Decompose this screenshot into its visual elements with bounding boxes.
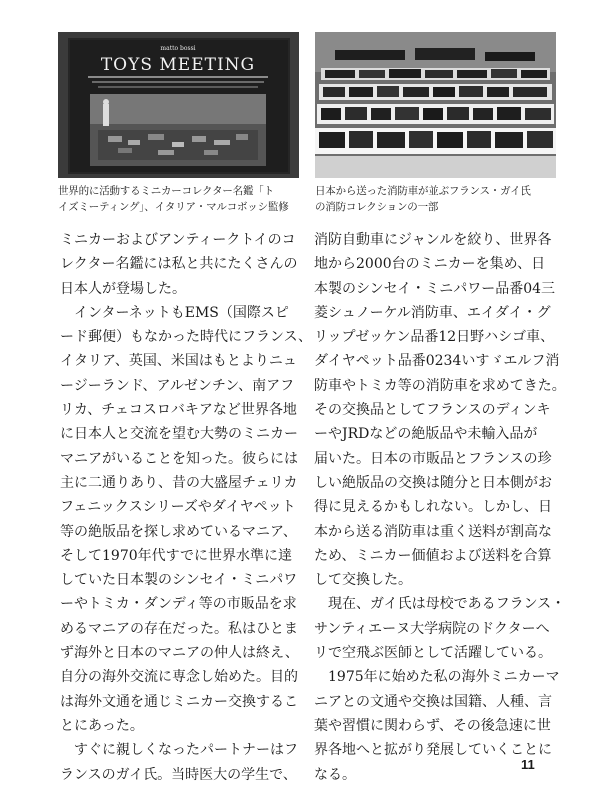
body-line: 等の絶版品を探し求めているマニア、 <box>60 523 297 540</box>
body-line: ージーランド、アルゼンチン、南アフ <box>60 377 295 394</box>
catalog-publisher: matto bossi <box>160 45 196 52</box>
fire-truck-collection-photo <box>315 32 556 178</box>
body-line: ード郵便）もなかった時代にフランス、 <box>60 329 312 346</box>
body-column-left <box>60 228 312 787</box>
caption-line: 世界的に活動するミニカーコレクター名鑑「ト <box>58 185 274 197</box>
fire-truck-collection-image <box>315 32 556 178</box>
body-line: とにあった。 <box>60 717 144 734</box>
body-line: リップゼッケン品番12日野ハシゴ車、 <box>314 329 555 346</box>
body-line: 界各地へと拡がり発展していくことに <box>314 742 552 759</box>
toys-meeting-catalog-image <box>58 32 299 178</box>
body-line: ミニカーおよびアンティークトイのコ <box>60 232 296 248</box>
catalog-photo-caption <box>58 183 308 215</box>
body-line: 日本人が登場した。 <box>60 280 186 297</box>
body-line: 地から2000台のミニカーを集め、日 <box>314 256 546 273</box>
body-line: 菱シュノーケル消防車、エイダイ・グ <box>314 304 551 321</box>
body-line: マニアがいることを知った。彼らには <box>60 450 298 467</box>
body-line: 1975年に始めた私の海外ミニカーマ <box>314 669 560 686</box>
body-line: ニアとの文通や交換は国籍、人種、言 <box>314 693 552 710</box>
body-line: すぐに親しくなったパートナーはフ <box>60 742 298 759</box>
body-line: ため、ミニカー価値および送料を合算 <box>314 547 552 564</box>
body-line: は海外文通を通じミニカー交換するこ <box>60 693 298 710</box>
body-line: その交換品としてフランスのディンキ <box>314 402 551 419</box>
body-line: めるマニアの存在だった。私はひとま <box>60 620 298 637</box>
body-line: して交換した。 <box>314 572 412 589</box>
body-line: 防車やトミカ等の消防車を求めてきた。 <box>314 377 566 394</box>
body-line: ランスのガイ氏。当時医大の学生で、 <box>60 766 297 783</box>
body-line: 本製のシンセイ・ミニパワー品番04三 <box>314 280 556 297</box>
body-line: 自分の海外交流に専念し始めた。目的 <box>60 669 298 686</box>
body-line: インターネットもEMS（国際スピ <box>60 304 289 321</box>
body-line: リで空飛ぶ医師として活躍している。 <box>314 645 552 662</box>
caption-line: イズミーティング」、イタリア・マルコボッシ監修 <box>58 201 289 213</box>
body-line: なる。 <box>314 766 356 783</box>
body-line: レクター名鑑には私と共にたくさんの <box>60 256 298 273</box>
body-line: 届いた。日本の市販品とフランスの珍 <box>314 450 552 467</box>
body-line: 消防自動車にジャンルを絞り、世界各 <box>314 232 552 248</box>
body-line: 現在、ガイ氏は母校であるフランス・ <box>314 596 566 613</box>
body-line: ーやトミカ・ダンディ等の市販品を求 <box>60 596 297 613</box>
body-line: に日本人と交流を望む大勢のミニカー <box>60 426 298 443</box>
catalog-title: TOYS MEETING <box>100 55 256 75</box>
body-line: していた日本製のシンセイ・ミニパワ <box>60 572 298 589</box>
body-line: ダイヤペット品番0234いすゞエルフ消 <box>314 353 560 370</box>
body-line: 得に見えるかもしれない。しかし、日 <box>314 499 552 516</box>
body-line: ず海外と日本のマニアの仲人は終え、 <box>60 645 299 662</box>
fire-truck-photo-caption <box>315 183 565 215</box>
caption-line: の消防コレクションの一部 <box>315 201 439 213</box>
body-column-right <box>314 228 566 787</box>
body-line: フェニックスシリーズやダイヤペット <box>60 499 296 516</box>
body-line: 葉や習慣に関わらず、その後急速に世 <box>314 717 551 734</box>
body-line: 本から送る消防車は重く送料が割高な <box>314 523 552 540</box>
catalog-photo <box>58 32 299 178</box>
body-line: 主に二通りあり、昔の大盛屋チェリカ <box>60 474 298 491</box>
caption-line: 日本から送った消防車が並ぶフランス・ガイ氏 <box>315 185 531 197</box>
body-line: イタリア、英国、米国はもとよりニュ <box>60 353 297 370</box>
body-line: そして1970年代すでに世界水準に達 <box>60 547 293 564</box>
body-line: リカ、チェコスロバキアなど世界各地 <box>60 402 297 419</box>
body-line: サンティエーヌ大学病院のドクターへ <box>314 620 550 637</box>
body-line: ーやJRDなどの絶版品や未輸入品が <box>314 426 538 443</box>
page-number: 11 <box>521 757 535 772</box>
body-line: しい絶版品の交換は随分と日本側がお <box>314 474 552 491</box>
